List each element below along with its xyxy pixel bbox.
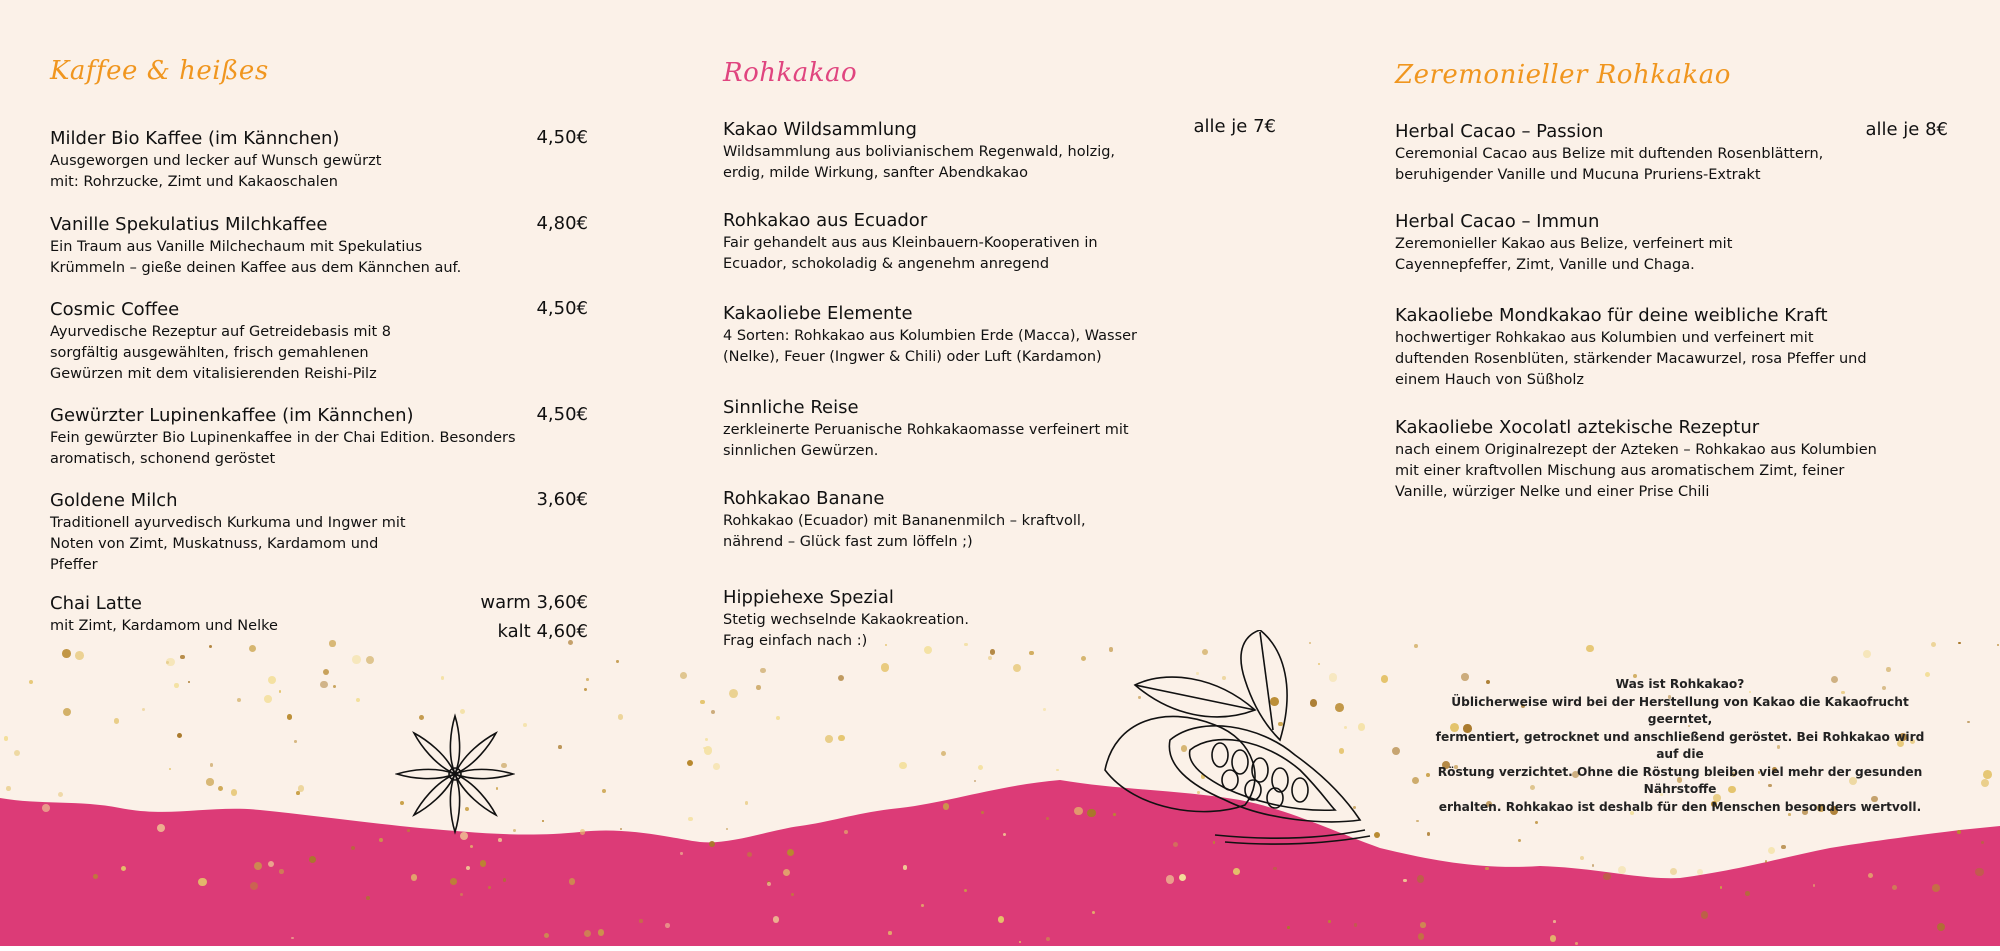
gold-dot xyxy=(1426,773,1430,777)
gold-dot xyxy=(844,830,848,834)
gold-dot xyxy=(1046,937,1050,941)
gold-dot xyxy=(1975,868,1983,876)
gold-dot xyxy=(218,786,223,791)
gold-dot xyxy=(42,804,50,812)
gold-dot xyxy=(264,695,272,703)
gold-dot xyxy=(1179,874,1186,881)
item-name: Chai Latte xyxy=(50,593,142,614)
menu-item xyxy=(1395,304,1955,391)
gold-dot xyxy=(1745,891,1750,896)
gold-dot xyxy=(157,824,165,832)
item-name: Hippiehexe Spezial xyxy=(723,587,894,608)
menu-item xyxy=(50,127,590,193)
item-price: 4,50€ xyxy=(536,404,588,425)
section-title: Zeremonieller Rohkakao xyxy=(1395,60,1731,90)
menu-item xyxy=(50,298,590,385)
gold-dot xyxy=(713,763,720,770)
gold-dot xyxy=(602,789,606,793)
gold-dot xyxy=(287,714,293,720)
gold-dot xyxy=(1485,867,1489,871)
price-note: alle je 8€ xyxy=(1865,119,1948,140)
gold-dot xyxy=(58,792,63,797)
item-price: 4,50€ xyxy=(536,298,588,319)
info-box xyxy=(1435,676,1925,816)
gold-dot xyxy=(704,746,713,755)
item-description: 4 Sorten: Rohkakao aus Kolumbien Erde (Macca), Wasser (Nelke), Feuer (Ingwer & Chili) oder Luft (Kardamon) xyxy=(723,328,1138,365)
gold-dot xyxy=(1575,942,1578,945)
gold-dot xyxy=(279,869,283,873)
item-description: Stetig wechselnde Kakaokreation. Frag einfach nach :) xyxy=(723,612,969,649)
item-name: Gewürzter Lupinenkaffee (im Kännchen) xyxy=(50,405,414,426)
gold-dot xyxy=(1381,675,1388,682)
gold-dot xyxy=(177,733,182,738)
menu-item xyxy=(723,586,1243,652)
item-name: Kakaoliebe Elemente xyxy=(723,303,913,324)
menu-item xyxy=(50,213,590,279)
menu-item xyxy=(1395,210,1955,276)
gold-dot xyxy=(174,683,179,688)
item-description: Ceremonial Cacao aus Belize mit duftenden Rosenblättern, beruhigender Vanille und Mucuna Pruriens-Extrakt xyxy=(1395,146,1824,183)
item-description: Ein Traum aus Vanille Milchechaum mit Spekulatius Krümmeln – gieße deinen Kaffee aus dem Kännchen auf. xyxy=(50,239,462,276)
item-description: Fein gewürzter Bio Lupinenkaffee in der Chai Edition. Besonders aromatisch, schonend geröstet xyxy=(50,430,516,467)
item-name: Kakaoliebe Xocolatl aztekische Rezeptur xyxy=(1395,417,1760,438)
gold-dot xyxy=(498,838,502,842)
item-description: Traditionell ayurvedisch Kurkuma und Ingwer mit Noten von Zimt, Muskatnuss, Kardamom und Pfeffer xyxy=(50,515,406,573)
item-description: nach einem Originalrezept der Azteken – Rohkakao aus Kolumbien mit einer kraftvollen Mischung aus aromatischem Zimt, feiner Vanille, würziger Nelke und einer Prise Chili xyxy=(1395,442,1877,500)
gold-dot xyxy=(75,651,84,660)
gold-dot xyxy=(618,714,624,720)
item-name: Sinnliche Reise xyxy=(723,397,859,418)
gold-dot xyxy=(1354,923,1357,926)
gold-dot xyxy=(544,933,549,938)
gold-dot xyxy=(1003,833,1006,836)
gold-dot xyxy=(700,700,704,704)
gold-dot xyxy=(329,640,335,646)
gold-dot xyxy=(881,663,890,672)
gold-dot xyxy=(1550,935,1556,941)
item-price: 4,50€ xyxy=(536,127,588,148)
gold-dot xyxy=(1886,667,1890,671)
gold-dot xyxy=(598,929,604,935)
gold-dot xyxy=(379,838,383,842)
gold-dot xyxy=(1535,821,1538,824)
gold-dot xyxy=(450,878,457,885)
info-title: Was ist Rohkakao? xyxy=(1615,677,1745,691)
gold-dot xyxy=(188,681,190,683)
gold-dot xyxy=(268,861,274,867)
item-description: Fair gehandelt aus aus Kleinbauern-Kooperativen in Ecuador, schokoladig & angenehm anregend xyxy=(723,235,1098,272)
gold-dot xyxy=(1427,832,1431,836)
gold-dot xyxy=(198,878,206,886)
item-price-warm: warm 3,60€ xyxy=(480,592,588,613)
gold-dot xyxy=(231,789,238,796)
gold-dot xyxy=(166,658,174,666)
gold-dot xyxy=(1720,886,1723,889)
gold-dot xyxy=(1553,920,1556,923)
gold-dot xyxy=(1670,868,1677,875)
gold-dot xyxy=(14,750,20,756)
menu-item xyxy=(723,302,1243,368)
gold-dot xyxy=(899,762,907,770)
gold-dot xyxy=(586,678,589,681)
gold-dot xyxy=(760,668,766,674)
menu-item xyxy=(723,118,1243,184)
gold-dot xyxy=(639,919,642,922)
gold-dot xyxy=(1813,884,1815,886)
item-name: Goldene Milch xyxy=(50,490,178,511)
gold-dot xyxy=(1420,922,1425,927)
gold-dot xyxy=(366,656,374,664)
gold-dot xyxy=(1586,645,1593,652)
gold-dot xyxy=(1418,933,1424,939)
section-title: Kaffee & heißes xyxy=(50,56,269,86)
gold-dot xyxy=(1868,873,1873,878)
gold-dot xyxy=(352,655,361,664)
menu-item xyxy=(50,404,590,470)
gold-dot xyxy=(1287,926,1290,929)
gold-dot xyxy=(558,745,562,749)
gold-dot xyxy=(1412,777,1419,784)
gold-dot xyxy=(580,829,586,835)
menu-item xyxy=(50,489,590,576)
gold-dot xyxy=(825,735,833,743)
menu-item xyxy=(723,209,1243,275)
gold-dot xyxy=(1892,885,1897,890)
gold-dot xyxy=(584,688,587,691)
item-name: Kakaoliebe Mondkakao für deine weibliche Kraft xyxy=(1395,305,1828,326)
gold-dot xyxy=(206,778,213,785)
gold-dot xyxy=(988,656,992,660)
gold-dot xyxy=(921,904,924,907)
item-description: Rohkakao (Ecuador) mit Bananenmilch – kraftvoll, nährend – Glück fast zum löffeln ;) xyxy=(723,513,1086,550)
price-note: alle je 7€ xyxy=(1193,116,1276,137)
item-description: Zeremonieller Kakao aus Belize, verfeinert mit Cayennepfeffer, Zimt, Vanille und Chaga. xyxy=(1395,236,1733,273)
gold-dot xyxy=(1403,879,1406,882)
gold-dot xyxy=(680,672,687,679)
item-description: hochwertiger Rohkakao aus Kolumbien und verfeinert mit duftenden Rosenblüten, stärkender Macawurzel, rosa Pfeffer und einem Hauch von Süßholz xyxy=(1395,330,1867,388)
gold-dot xyxy=(291,937,294,940)
gold-dot xyxy=(1518,839,1521,842)
gold-dot xyxy=(688,817,692,821)
item-name: Cosmic Coffee xyxy=(50,299,180,320)
gold-dot xyxy=(756,685,761,690)
item-name: Rohkakao Banane xyxy=(723,488,885,509)
gold-dot xyxy=(1074,807,1082,815)
gold-dot xyxy=(1937,923,1945,931)
info-text: Üblicherweise wird bei der Herstellung von Kakao die Kakaofrucht geerntet, fermentiert, getrocknet und anschließend geröstet. Bei Rohkakao wird auf die Röstung verzichtet. Ohne die Röstung bleiben viel mehr der gesunden Nährstoffe erhalten. Rohkakao ist deshalb für den Menschen besonders wertvoll. xyxy=(1435,694,1925,814)
gold-dot xyxy=(729,689,738,698)
item-description: zerkleinerte Peruanische Rohkakaomasse verfeinert mit sinnlichen Gewürzen. xyxy=(723,422,1129,459)
gold-dot xyxy=(1414,644,1418,648)
gold-dot xyxy=(665,923,670,928)
gold-dot xyxy=(1697,869,1703,875)
item-price: 4,80€ xyxy=(536,213,588,234)
gold-dot xyxy=(1233,868,1240,875)
gold-dot xyxy=(309,856,316,863)
item-name: Kakao Wildsammlung xyxy=(723,119,917,140)
menu-item xyxy=(1395,120,1955,186)
item-description: Ausgeworgen und lecker auf Wunsch gewürzt mit: Rohrzucke, Zimt und Kakaoschalen xyxy=(50,153,382,190)
gold-dot xyxy=(616,660,618,662)
gold-dot xyxy=(488,886,491,889)
gold-dot xyxy=(62,649,71,658)
gold-dot xyxy=(1765,860,1767,862)
gold-dot xyxy=(888,931,891,934)
item-name: Vanille Spekulatius Milchkaffee xyxy=(50,214,328,235)
gold-dot xyxy=(1273,867,1276,870)
gold-dot xyxy=(323,669,329,675)
item-name: Rohkakao aus Ecuador xyxy=(723,210,928,231)
item-name: Herbal Cacao – Immun xyxy=(1395,211,1600,232)
item-name: Herbal Cacao – Passion xyxy=(1395,121,1604,142)
gold-dot xyxy=(1592,864,1594,866)
item-description: mit Zimt, Kardamom und Nelke xyxy=(50,618,278,634)
gold-dot xyxy=(981,811,984,814)
item-price-cold: kalt 4,60€ xyxy=(497,621,588,642)
item-price: 3,60€ xyxy=(536,489,588,510)
gold-dot xyxy=(1983,770,1992,779)
gold-dot xyxy=(1417,875,1424,882)
star-anise-icon xyxy=(395,712,515,837)
gold-dot xyxy=(903,865,907,869)
section-title: Rohkakao xyxy=(723,58,858,88)
gold-dot xyxy=(1043,708,1046,711)
menu-item xyxy=(723,487,1243,553)
menu-item xyxy=(1395,416,1955,503)
item-description: Ayurvedische Rezeptur auf Getreidebasis mit 8 sorgfältig ausgewählten, frisch gemahlenen Gewürzen mit dem vitalisierenden Reishi-Pilz xyxy=(50,324,392,382)
gold-dot xyxy=(351,846,355,850)
gold-dot xyxy=(114,718,119,723)
gold-dot xyxy=(523,723,527,727)
gold-dot xyxy=(6,786,11,791)
gold-dot xyxy=(169,768,171,770)
item-name: Milder Bio Kaffee (im Kännchen) xyxy=(50,128,340,149)
cocoa-pod-icon xyxy=(1095,630,1375,850)
gold-dot xyxy=(1958,642,1961,645)
menu-item xyxy=(50,592,450,637)
gold-dot xyxy=(1328,920,1331,923)
gold-dot xyxy=(1013,664,1021,672)
gold-dot xyxy=(1981,841,1984,844)
menu-item xyxy=(723,396,1243,462)
gold-dot xyxy=(1967,721,1969,723)
gold-dot xyxy=(466,866,470,870)
gold-dot xyxy=(1701,911,1709,919)
gold-dot xyxy=(1166,875,1175,884)
gold-dot xyxy=(1046,817,1049,820)
gold-dot xyxy=(4,736,8,740)
gold-dot xyxy=(1957,830,1961,834)
gold-dot xyxy=(680,852,682,854)
gold-dot xyxy=(1416,820,1418,822)
gold-dot xyxy=(1603,873,1611,881)
gold-dot xyxy=(747,852,752,857)
item-description: Wildsammlung aus bolivianischem Regenwald, holzig, erdig, milde Wirkung, sanfter Abendkakao xyxy=(723,144,1116,181)
gold-dot xyxy=(767,882,771,886)
